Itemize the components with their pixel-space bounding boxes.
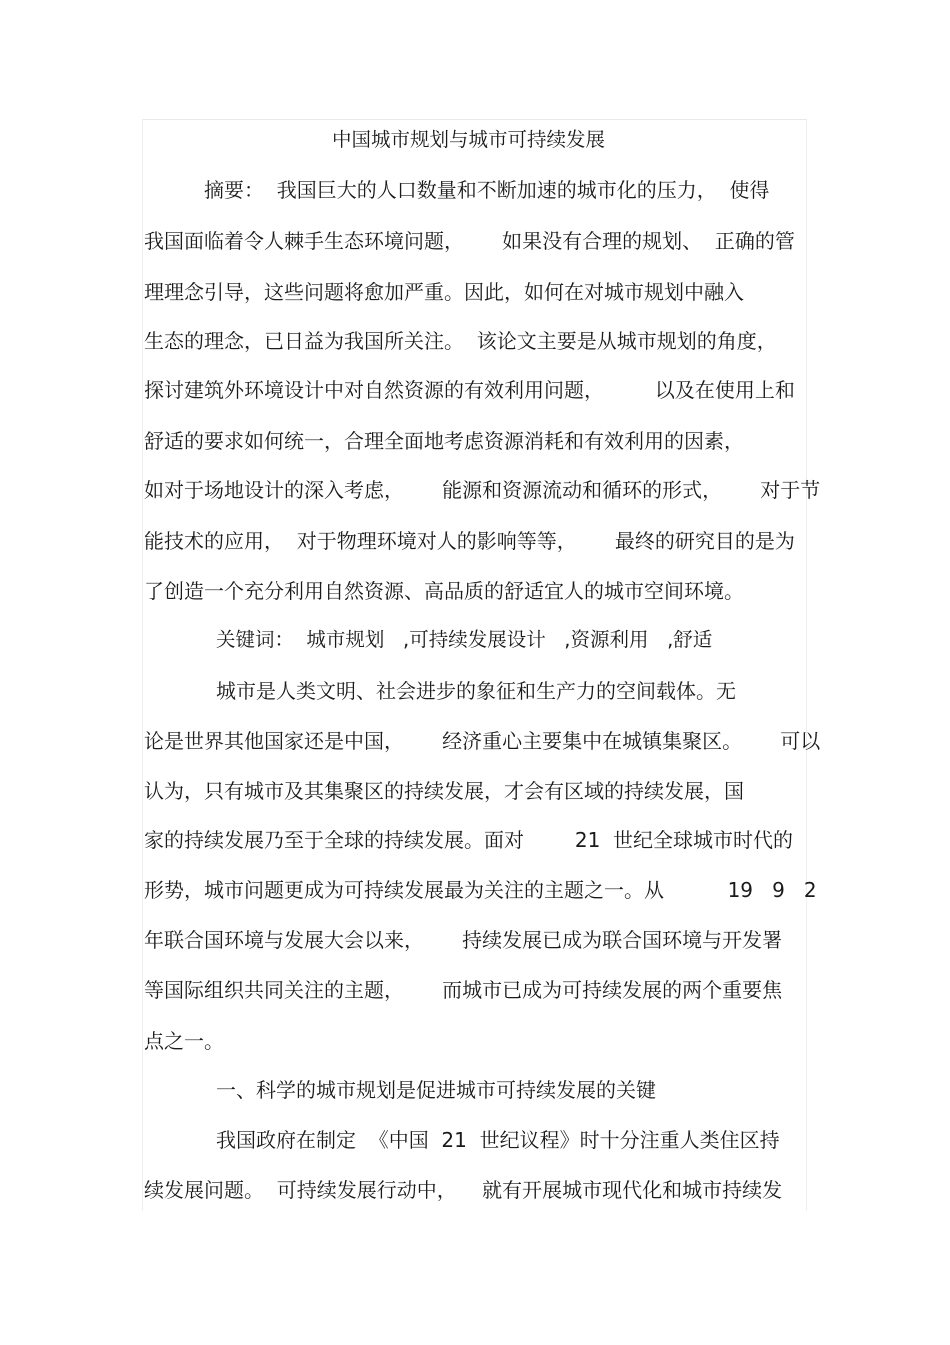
abstract-line: 生态的理念，已日益为我国所关注。 该论文主要是从城市规划的角度， <box>144 329 777 353</box>
document-title: 中国城市规划与城市可持续发展 <box>332 128 606 151</box>
body-line: 认为，只有城市及其集聚区的持续发展，才会有区域的持续发展，国 <box>144 779 744 803</box>
keywords-line: 关键词： 城市规划 ,可持续发展设计 ,资源利用 ,舒适 <box>216 628 713 651</box>
body-line: 形势，城市问题更成为可持续发展最为关注的主题之一。从 19 9 2 <box>144 878 817 902</box>
abstract-line: 如对于场地设计的深入考虑， 能源和资源流动和循环的形式， 对于节 <box>144 478 821 502</box>
body-line: 家的持续发展乃至于全球的持续发展。面对 21 世纪全球城市时代的 <box>144 828 794 852</box>
body-line: 论是世界其他国家还是中国， 经济重心主要集中在城镇集聚区。 可以 <box>144 729 821 753</box>
abstract-line: 了创造一个充分利用自然资源、高品质的舒适宜人的城市空间环境。 <box>144 579 744 603</box>
body-line: 我国政府在制定 《中国 21 世纪议程》时十分注重人类住区持 <box>216 1128 780 1152</box>
body-line: 续发展问题。 可持续发展行动中， 就有开展城市现代化和城市持续发 <box>144 1178 783 1202</box>
body-line: 点之一。 <box>144 1029 224 1053</box>
body-line: 等国际组织共同关注的主题， 而城市已成为可持续发展的两个重要焦 <box>144 978 783 1002</box>
abstract-line: 能技术的应用， 对于物理环境对人的影响等等， 最终的研究目的是为 <box>144 529 795 553</box>
abstract-line: 理理念引导，这些问题将愈加严重。因此，如何在对城市规划中融入 <box>144 280 744 304</box>
abstract-line: 我国面临着令人棘手生态环境问题， 如果没有合理的规划、 正确的管 <box>144 229 795 253</box>
body-line: 年联合国环境与发展大会以来， 持续发展已成为联合国环境与开发署 <box>144 928 783 952</box>
abstract-line: 摘要： 我国巨大的人口数量和不断加速的城市化的压力， 使得 <box>204 178 770 202</box>
section-heading: 一、科学的城市规划是促进城市可持续发展的关键 <box>216 1078 656 1102</box>
abstract-line: 舒适的要求如何统一，合理全面地考虑资源消耗和有效利用的因素， <box>144 429 744 453</box>
abstract-line: 探讨建筑外环境设计中对自然资源的有效利用问题， 以及在使用上和 <box>144 378 795 402</box>
body-line: 城市是人类文明、社会进步的象征和生产力的空间载体。无 <box>216 679 736 703</box>
